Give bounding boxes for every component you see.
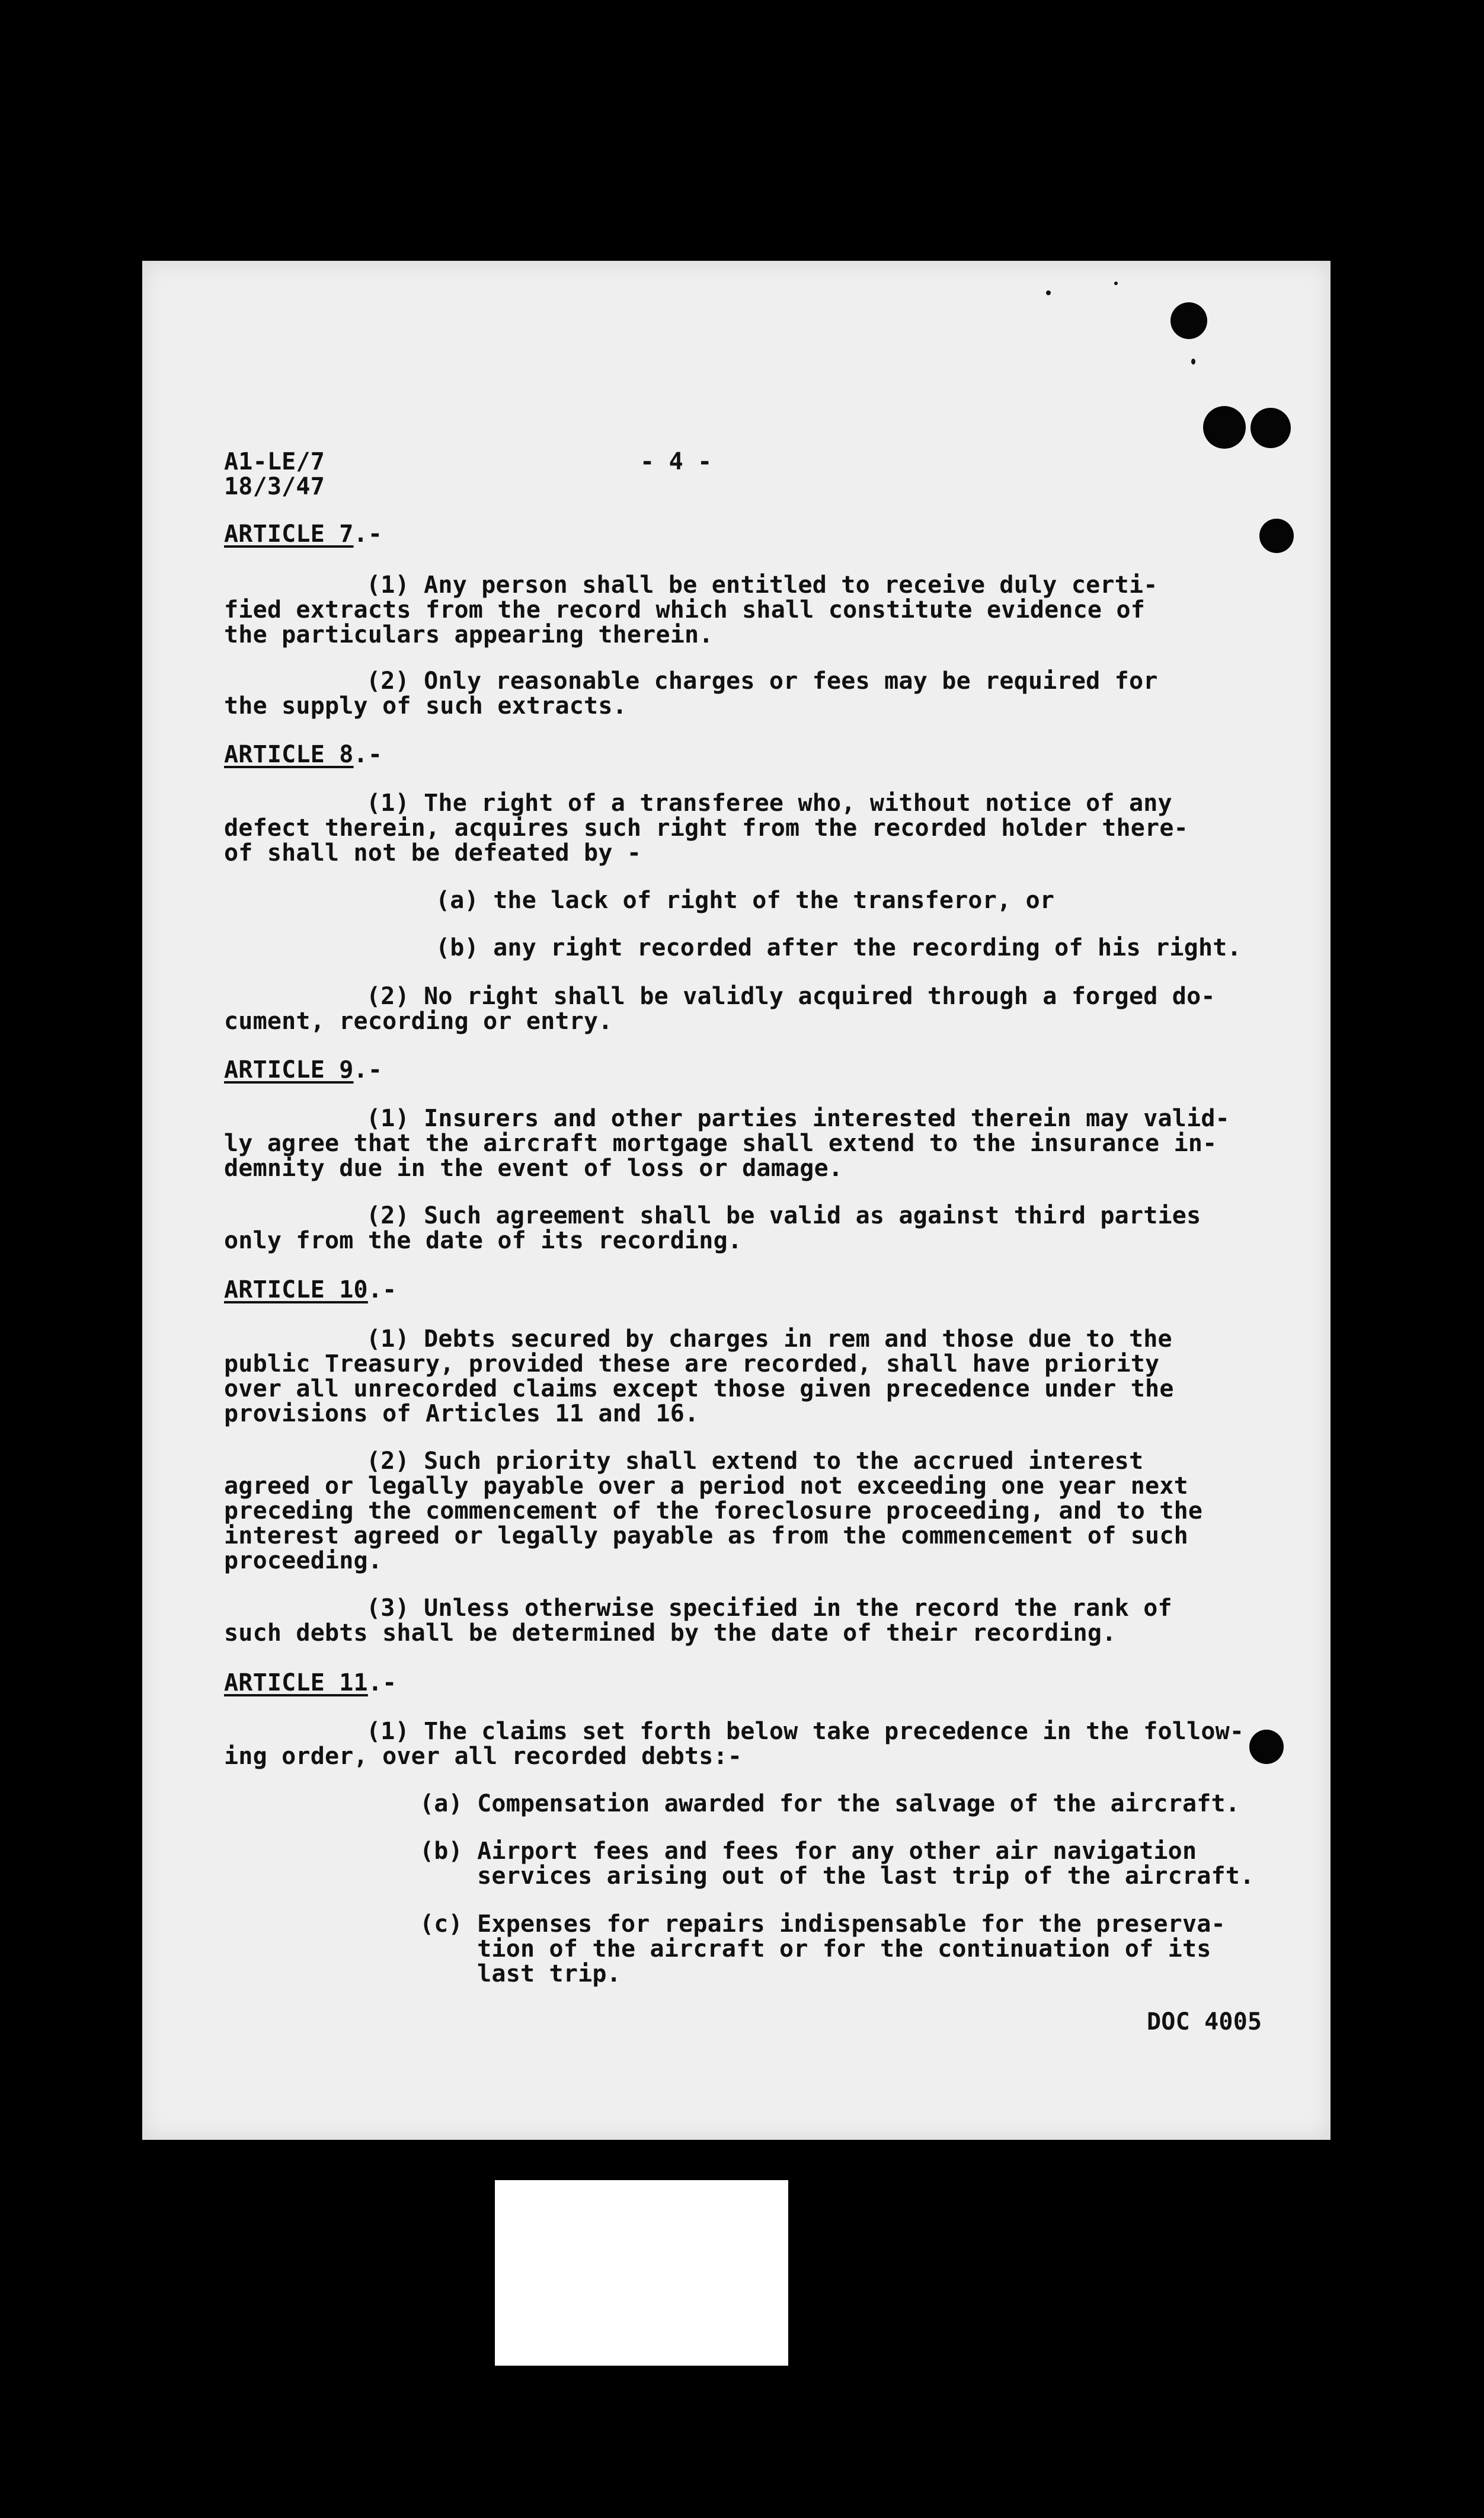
- article-10-heading-suffix: .-: [367, 1276, 397, 1303]
- article-9-heading: [224, 1057, 382, 1082]
- article-7-para-2-line-2: the supply of such extracts.: [224, 692, 627, 720]
- article-8-heading-text: ARTICLE 8: [224, 741, 354, 768]
- article-10-para-2-line-3: preceding the commencement of the foreclosure proceeding, and to the: [224, 1497, 1203, 1525]
- article-9-heading-suffix: .-: [353, 1056, 383, 1084]
- article-9-para-1-line-3: demnity due in the event of loss or damage.: [224, 1155, 843, 1182]
- article-10-heading: [224, 1277, 396, 1302]
- article-7-para-1-line-3: the particulars appearing therein.: [224, 621, 714, 648]
- article-10-para-1-line-1: (1) Debts secured by charges in rem and those due to the: [366, 1325, 1172, 1353]
- article-10-para-2-line-1: (2) Such priority shall extend to the accrued interest: [366, 1447, 1144, 1475]
- article-9-para-1-line-1: (1) Insurers and other parties interested therein may valid-: [366, 1105, 1230, 1132]
- blank-label-slip: [495, 2180, 788, 2366]
- article-8-para-2-line-1: (2) No right shall be validly acquired through a forged do-: [366, 983, 1216, 1010]
- article-10-para-1-line-2: public Treasury, provided these are recorded, shall have priority: [224, 1350, 1160, 1378]
- punch-hole-lower: [1259, 519, 1294, 553]
- document-number: DOC 4005: [1147, 2008, 1262, 2036]
- speck: [1114, 282, 1118, 285]
- article-11-item-c-line-2: tion of the aircraft or for the continuation of its: [420, 1935, 1211, 1963]
- speck: [1046, 290, 1051, 295]
- document-date: 18/3/47: [224, 473, 325, 500]
- article-10-para-1-line-4: provisions of Articles 11 and 16.: [224, 1400, 699, 1427]
- punch-hole-middle-right: [1250, 408, 1291, 448]
- article-11-item-c-line-1: (c) Expenses for repairs indispensable for the preserva-: [420, 1910, 1226, 1938]
- page-number: - 4 -: [640, 448, 712, 475]
- article-8-item-b: (b) any right recorded after the recording of his right.: [436, 934, 1242, 961]
- article-8-heading: [224, 742, 382, 767]
- article-11-heading: [224, 1670, 396, 1695]
- document-reference: A1-LE/7: [224, 448, 325, 475]
- article-11-item-b-line-1: (b) Airport fees and fees for any other air navigation: [420, 1838, 1197, 1865]
- article-10-para-3-line-2: such debts shall be determined by the date of their recording.: [224, 1619, 1117, 1647]
- article-11-item-b-line-2: services arising out of the last trip of the aircraft.: [420, 1862, 1255, 1890]
- article-10-para-3-line-1: (3) Unless otherwise specified in the record the rank of: [366, 1594, 1172, 1622]
- article-11-item-a: (a) Compensation awarded for the salvage of the aircraft.: [420, 1790, 1240, 1817]
- punch-hole-middle-left: [1203, 406, 1246, 449]
- article-8-para-2-line-2: cument, recording or entry.: [224, 1008, 613, 1035]
- article-9-para-2-line-1: (2) Such agreement shall be valid as against third parties: [366, 1202, 1201, 1229]
- article-10-heading-text: ARTICLE 10: [224, 1276, 368, 1303]
- article-10-para-2-line-5: proceeding.: [224, 1547, 383, 1574]
- punch-hole-bottom: [1249, 1730, 1284, 1764]
- article-8-heading-suffix: .-: [353, 741, 383, 768]
- article-8-para-1-line-1: (1) The right of a transferee who, without notice of any: [366, 790, 1172, 817]
- article-11-heading-suffix: .-: [367, 1669, 397, 1696]
- article-7-heading-suffix: .-: [353, 520, 383, 548]
- article-9-heading-text: ARTICLE 9: [224, 1056, 354, 1084]
- article-8-item-a: (a) the lack of right of the transferor, or: [436, 887, 1055, 914]
- article-9-para-2-line-2: only from the date of its recording.: [224, 1227, 743, 1254]
- speck: [1191, 359, 1195, 365]
- article-7-para-1-line-2: fied extracts from the record which shall constitute evidence of: [224, 596, 1146, 624]
- article-9-para-1-line-2: ly agree that the aircraft mortgage shall extend to the insurance in-: [224, 1130, 1217, 1157]
- article-7-para-1-line-1: (1) Any person shall be entitled to receive duly certi-: [366, 571, 1158, 599]
- punch-hole-top: [1170, 302, 1207, 339]
- article-7-heading-text: ARTICLE 7: [224, 520, 354, 548]
- article-11-item-c-line-3: last trip.: [420, 1960, 621, 1987]
- article-8-para-1-line-2: defect therein, acquires such right from the recorded holder there-: [224, 814, 1188, 842]
- article-7-para-2-line-1: (2) Only reasonable charges or fees may be required for: [366, 667, 1158, 695]
- article-11-heading-text: ARTICLE 11: [224, 1669, 368, 1696]
- article-11-para-1-line-1: (1) The claims set forth below take precedence in the follow-: [366, 1718, 1245, 1745]
- article-8-para-1-line-3: of shall not be defeated by -: [224, 839, 642, 867]
- article-10-para-2-line-4: interest agreed or legally payable as from the commencement of such: [224, 1522, 1188, 1549]
- article-11-para-1-line-2: ing order, over all recorded debts:-: [224, 1743, 743, 1770]
- article-10-para-1-line-3: over all unrecorded claims except those given precedence under the: [224, 1375, 1174, 1402]
- article-10-para-2-line-2: agreed or legally payable over a period not exceeding one year next: [224, 1472, 1188, 1500]
- article-7-heading: [224, 522, 382, 547]
